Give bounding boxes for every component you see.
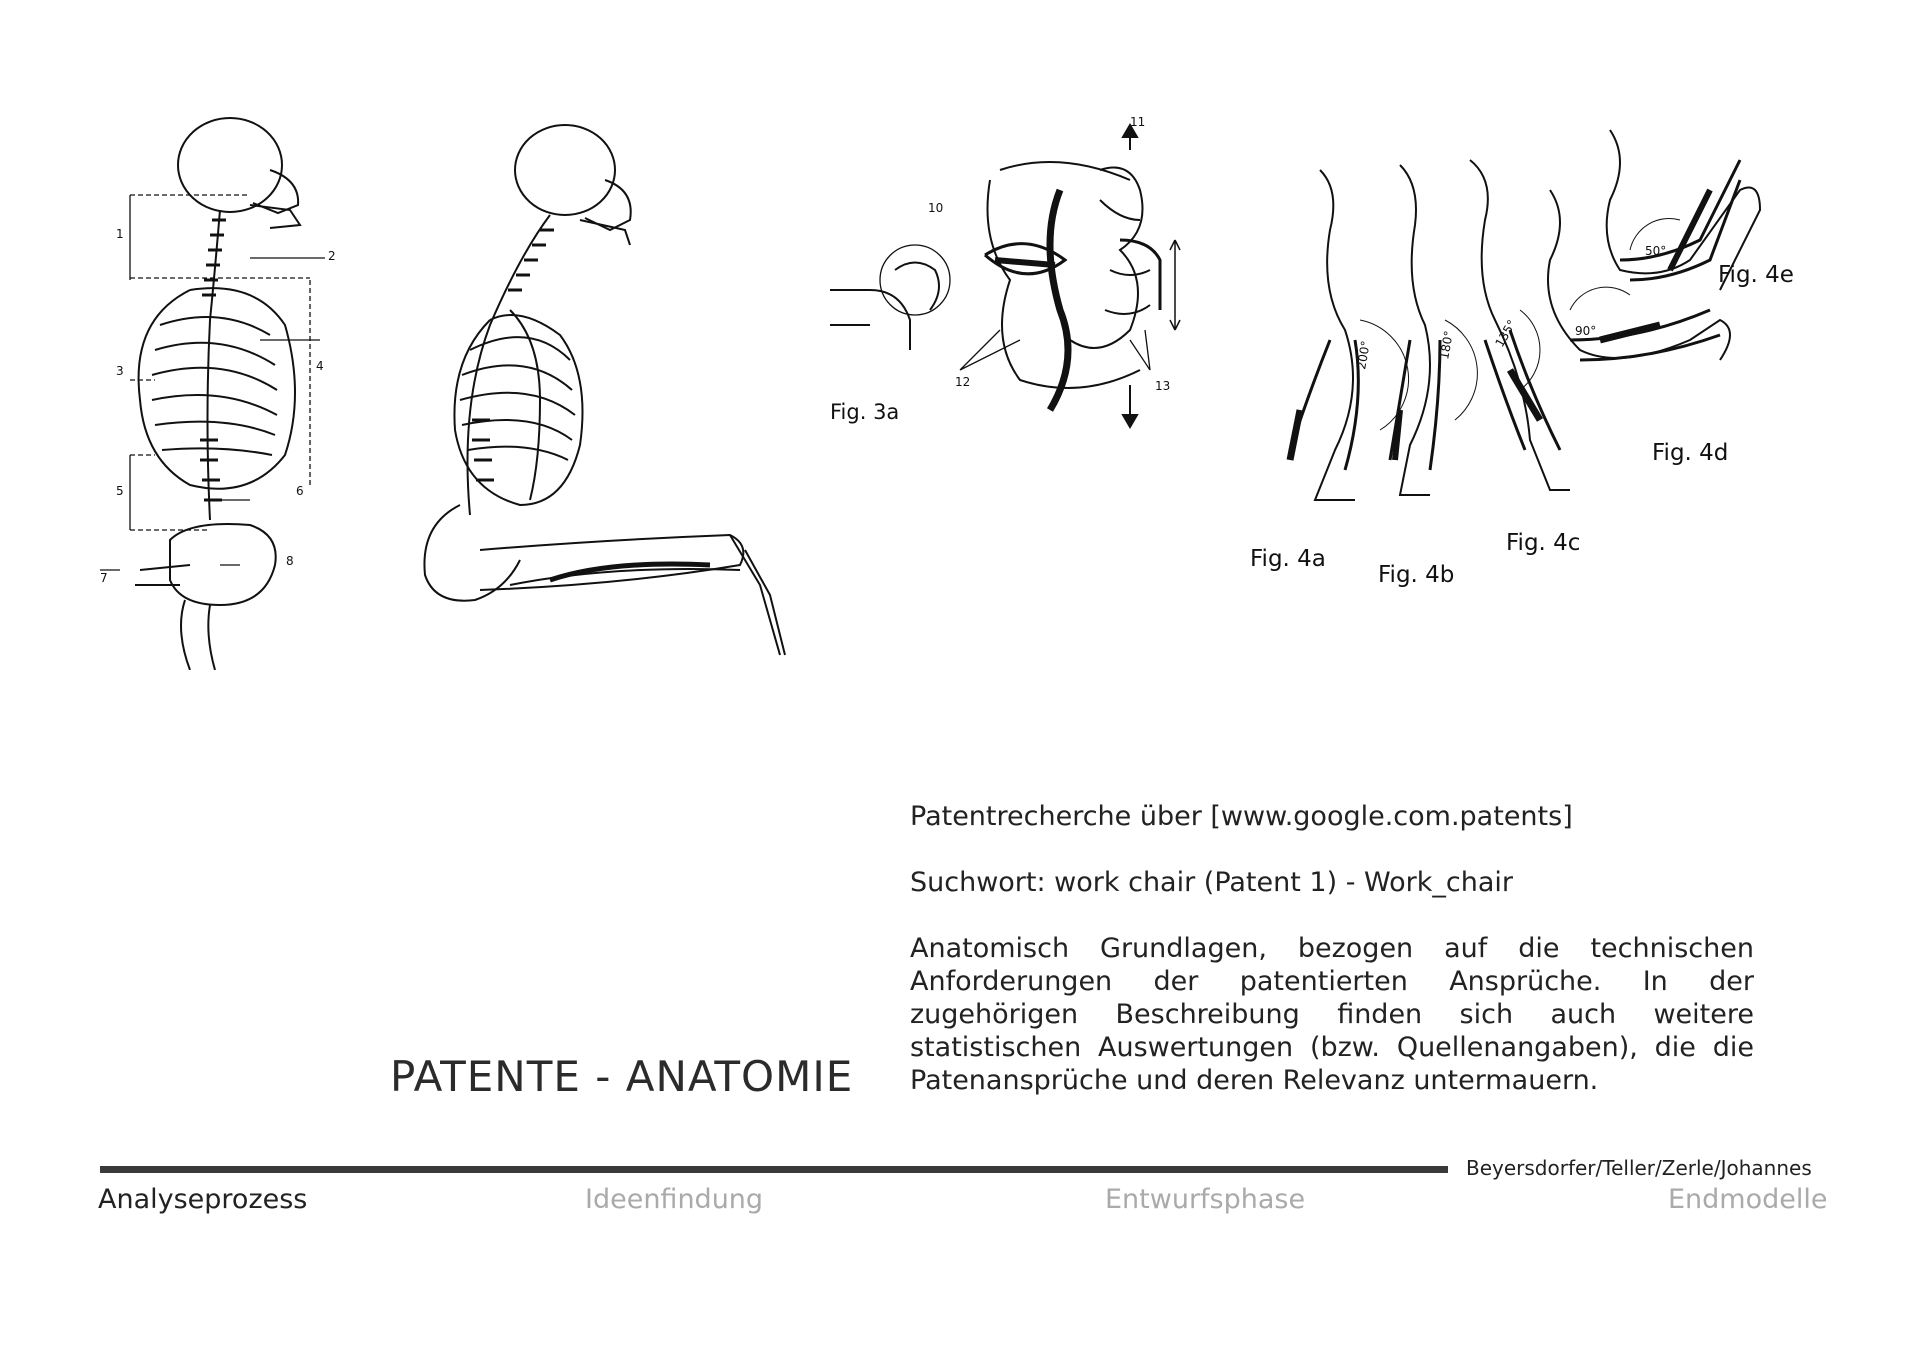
description-body: Anatomisch Grundlagen, bezogen auf die technischen Anforderungen der patentierten Ansprüche. In der zugehörigen Beschreibung finden sich auch weitere statistischen Auswertungen (bzw. Quellenangaben), die die Patenansprüche und deren Relevanz untermauern. <box>910 933 1754 1096</box>
fig3a-number-12: 12 <box>955 375 971 389</box>
nav-ideenfindung[interactable]: Ideenfindung <box>585 1184 764 1215</box>
fig3a-label: Fig. 3a <box>830 400 900 424</box>
fig3a-number-10: 10 <box>928 201 944 215</box>
fig4e-angle: 50° <box>1645 244 1667 258</box>
authors: Beyersdorfer/Teller/Zerle/Johannes <box>1466 1156 1812 1180</box>
label-3: 3 <box>116 364 124 378</box>
footer-divider <box>100 1166 1448 1173</box>
label-7: 7 <box>100 571 108 585</box>
figure-standing-skeleton <box>100 110 340 670</box>
fig3a-number-13: 13 <box>1155 379 1171 393</box>
label-2: 2 <box>328 249 336 263</box>
fig4e-label: Fig. 4e <box>1718 262 1794 288</box>
figure-seated-skeleton <box>390 110 790 670</box>
label-6: 6 <box>296 484 304 498</box>
label-8: 8 <box>286 554 294 568</box>
label-1: 1 <box>116 227 124 241</box>
fig4d-label: Fig. 4d <box>1652 440 1729 466</box>
fig4a-angle: 200° <box>1354 339 1373 371</box>
nav-analyseprozess[interactable]: Analyseprozess <box>98 1184 308 1215</box>
fig4a-label: Fig. 4a <box>1250 546 1326 572</box>
description-source: Patentrecherche über [www.google.com.patents] <box>910 801 1573 832</box>
fig4b-label: Fig. 4b <box>1378 562 1455 588</box>
description-search-term: Suchwort: work chair (Patent 1) - Work_chair <box>910 867 1514 898</box>
fig4b-angle: 180° <box>1437 329 1456 361</box>
nav-entwurfsphase[interactable]: Entwurfsphase <box>1105 1184 1306 1215</box>
fig4c-angle: 135° <box>1492 317 1520 350</box>
fig3a-number-11: 11 <box>1130 115 1146 129</box>
nav-endmodelle[interactable]: Endmodelle <box>1668 1184 1828 1215</box>
figure-4-postures <box>1270 110 1870 530</box>
fig4c-label: Fig. 4c <box>1506 530 1581 556</box>
label-5: 5 <box>116 484 124 498</box>
fig4d-angle: 90° <box>1575 324 1597 338</box>
description-block <box>910 800 1754 1097</box>
figure-3a <box>820 110 1240 450</box>
label-4: 4 <box>316 359 324 373</box>
page-title: PATENTE - ANATOMIE <box>390 1052 854 1101</box>
